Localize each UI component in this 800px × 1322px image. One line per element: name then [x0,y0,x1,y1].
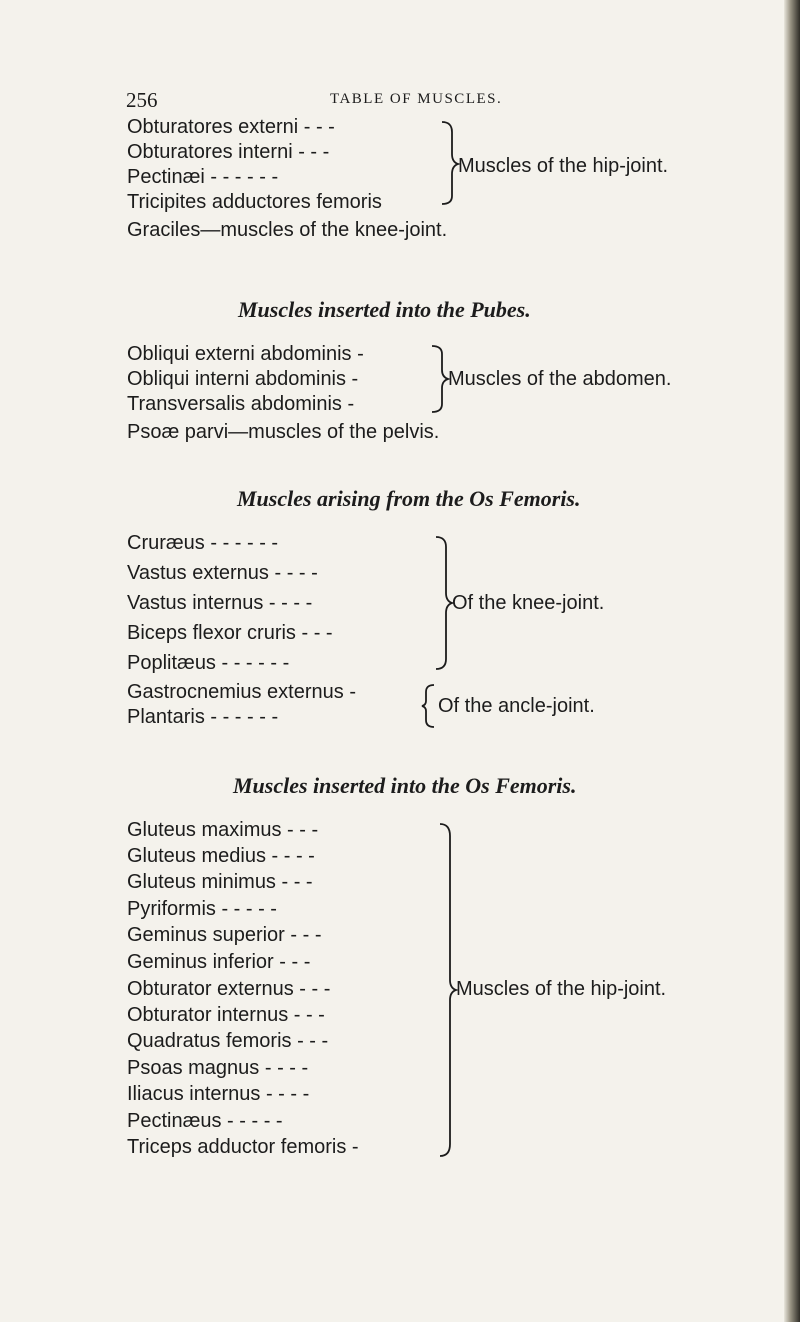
arising-line-5: Poplitæus - - - - - - [127,652,290,674]
pubes-heading: Muscles inserted into the Pubes. [238,297,531,322]
arising-line-1: Cruræus - - - - - - [127,532,279,554]
page-binding-edge [784,0,800,1322]
inserted-line-8: Obturator internus - - - [127,1004,325,1026]
arising-brace-label-knee: Of the knee-joint. [452,592,605,614]
inserted-line-9: Quadratus femoris - - - [127,1030,329,1052]
intro-brace [440,118,460,208]
pubes-brace-label: Muscles of the abdomen. [448,368,672,390]
running-head: TABLE OF MUSCLES. [330,91,503,107]
inserted-brace-label: Muscles of the hip-joint. [456,978,667,1000]
inserted-line-2: Gluteus medius - - - - [127,845,315,867]
inserted-line-6: Geminus inferior - - - [127,951,311,973]
arising-line-6: Gastrocnemius externus - [127,681,356,703]
arising-line-2: Vastus externus - - - - [127,562,318,584]
intro-line-5: Graciles—muscles of the knee-joint. [127,219,448,241]
arising-brace-ancle [420,682,440,730]
pubes-line-3: Transversalis abdominis - [127,393,355,415]
pubes-line-4: Psoæ parvi—muscles of the pelvis. [127,421,440,443]
intro-line-1: Obturatores externi - - - [127,116,335,138]
intro-line-3: Pectinæi - - - - - - [127,166,279,188]
inserted-line-4: Pyriformis - - - - - [127,898,277,920]
pubes-brace [430,342,450,414]
pubes-line-2: Obliqui interni abdominis - [127,368,359,390]
inserted-line-1: Gluteus maximus - - - [127,819,319,841]
inserted-line-13: Triceps adductor femoris - [127,1136,359,1158]
inserted-line-5: Geminus superior - - - [127,924,322,946]
inserted-line-10: Psoas magnus - - - - [127,1057,309,1079]
inserted-heading: Muscles inserted into the Os Femoris. [233,773,577,798]
intro-brace-label: Muscles of the hip-joint. [458,155,669,177]
intro-line-4: Tricipites adductores femoris [127,191,382,213]
inserted-line-12: Pectinæus - - - - - [127,1110,283,1132]
arising-line-3: Vastus internus - - - - [127,592,313,614]
arising-brace-label-ancle: Of the ancle-joint. [438,695,595,717]
inserted-line-7: Obturator externus - - - [127,978,331,1000]
pubes-line-1: Obliqui externi abdominis - [127,343,364,365]
intro-line-2: Obturatores interni - - - [127,141,330,163]
inserted-line-11: Iliacus internus - - - - [127,1083,310,1105]
arising-line-7: Plantaris - - - - - - [127,706,279,728]
inserted-line-3: Gluteus minimus - - - [127,871,313,893]
page-number: 256 [126,88,158,112]
arising-line-4: Biceps flexor cruris - - - [127,622,333,644]
arising-heading: Muscles arising from the Os Femoris. [237,486,581,511]
